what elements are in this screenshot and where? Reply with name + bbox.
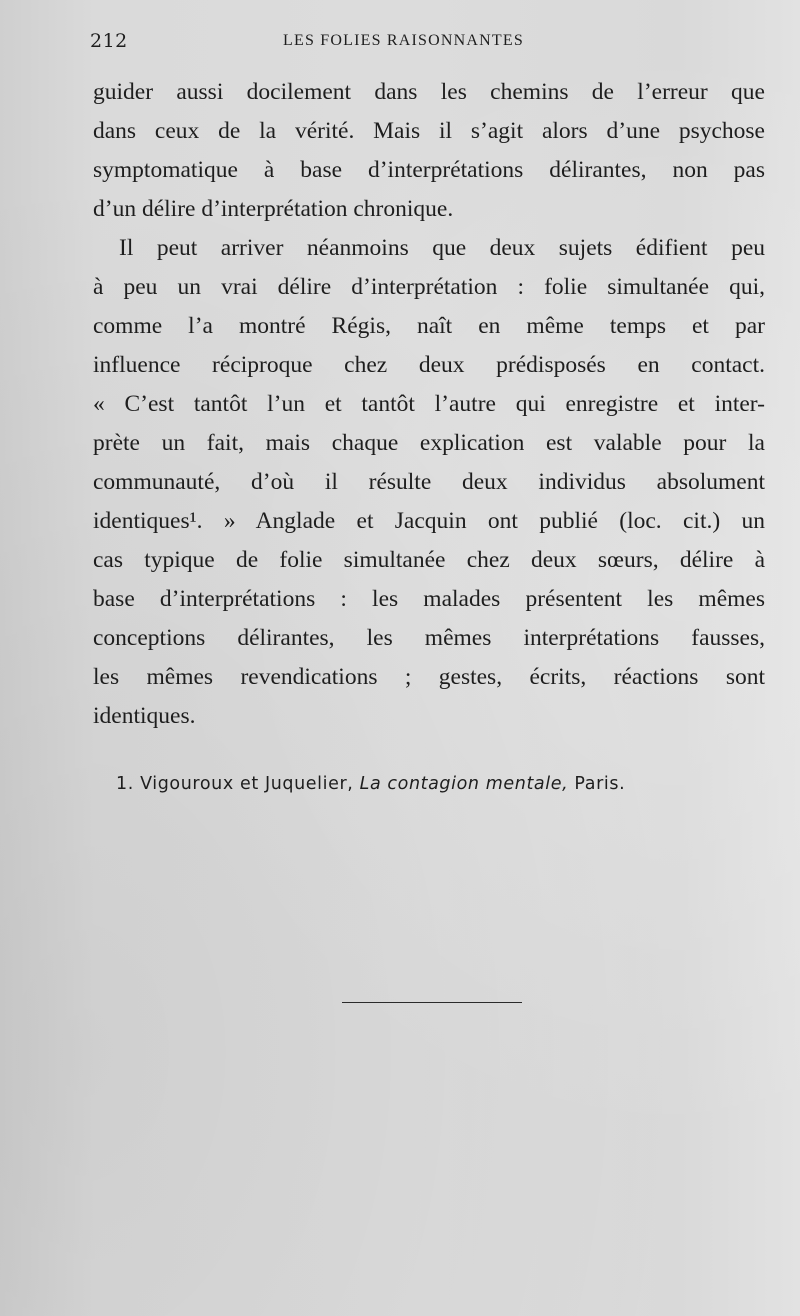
text-line: base d’interprétations : les malades présentent les mêmes: [93, 586, 765, 612]
text-line: les mêmes revendications ; gestes, écrits, réactions sont: [93, 664, 765, 690]
text-line: « C’est tantôt l’un et tantôt l’autre qui enregistre et inter-: [93, 391, 765, 417]
page-number: 212: [90, 30, 128, 52]
text-line: communauté, d’où il résulte deux individus absolument: [93, 469, 765, 495]
text-line: identiques.: [93, 703, 196, 729]
text-line: cas typique de folie simultanée chez deux sœurs, délire à: [93, 547, 765, 573]
text-line: d’un délire d’interprétation chronique.: [93, 196, 454, 222]
text-line: comme l’a montré Régis, naît en même temps et par: [93, 313, 765, 339]
text-line: prète un fait, mais chaque explication est valable pour la: [93, 430, 765, 456]
footnote-authors: Vigouroux et Juquelier,: [140, 774, 354, 794]
text-line: conceptions délirantes, les mêmes interprétations fausses,: [93, 625, 765, 651]
footnote-place: Paris.: [574, 774, 626, 794]
body-text: [93, 73, 765, 736]
footnote-number: 1.: [116, 774, 134, 794]
text-line: influence réciproque chez deux prédisposés en contact.: [93, 352, 765, 378]
text-line: à peu un vrai délire d’interprétation : folie simultanée qui,: [93, 274, 765, 300]
running-head: [90, 30, 760, 58]
text-line: dans ceux de la vérité. Mais il s’agit alors d’une psychose: [93, 118, 765, 144]
text-line: identiques¹. » Anglade et Jacquin ont publié (loc. cit.) un: [93, 508, 765, 534]
paragraph-first-line: Il peut arriver néanmoins que deux sujets édifient peu: [119, 235, 765, 261]
text-line: guider aussi docilement dans les chemins de l’erreur que: [93, 79, 765, 105]
chapter-end-rule: [342, 1002, 522, 1003]
running-title: LES FOLIES RAISONNANTES: [283, 32, 524, 49]
footnote-title: La contagion mentale,: [359, 774, 569, 794]
footnote: [116, 774, 625, 794]
text-line: symptomatique à base d’interprétations délirantes, non pas: [93, 157, 765, 183]
